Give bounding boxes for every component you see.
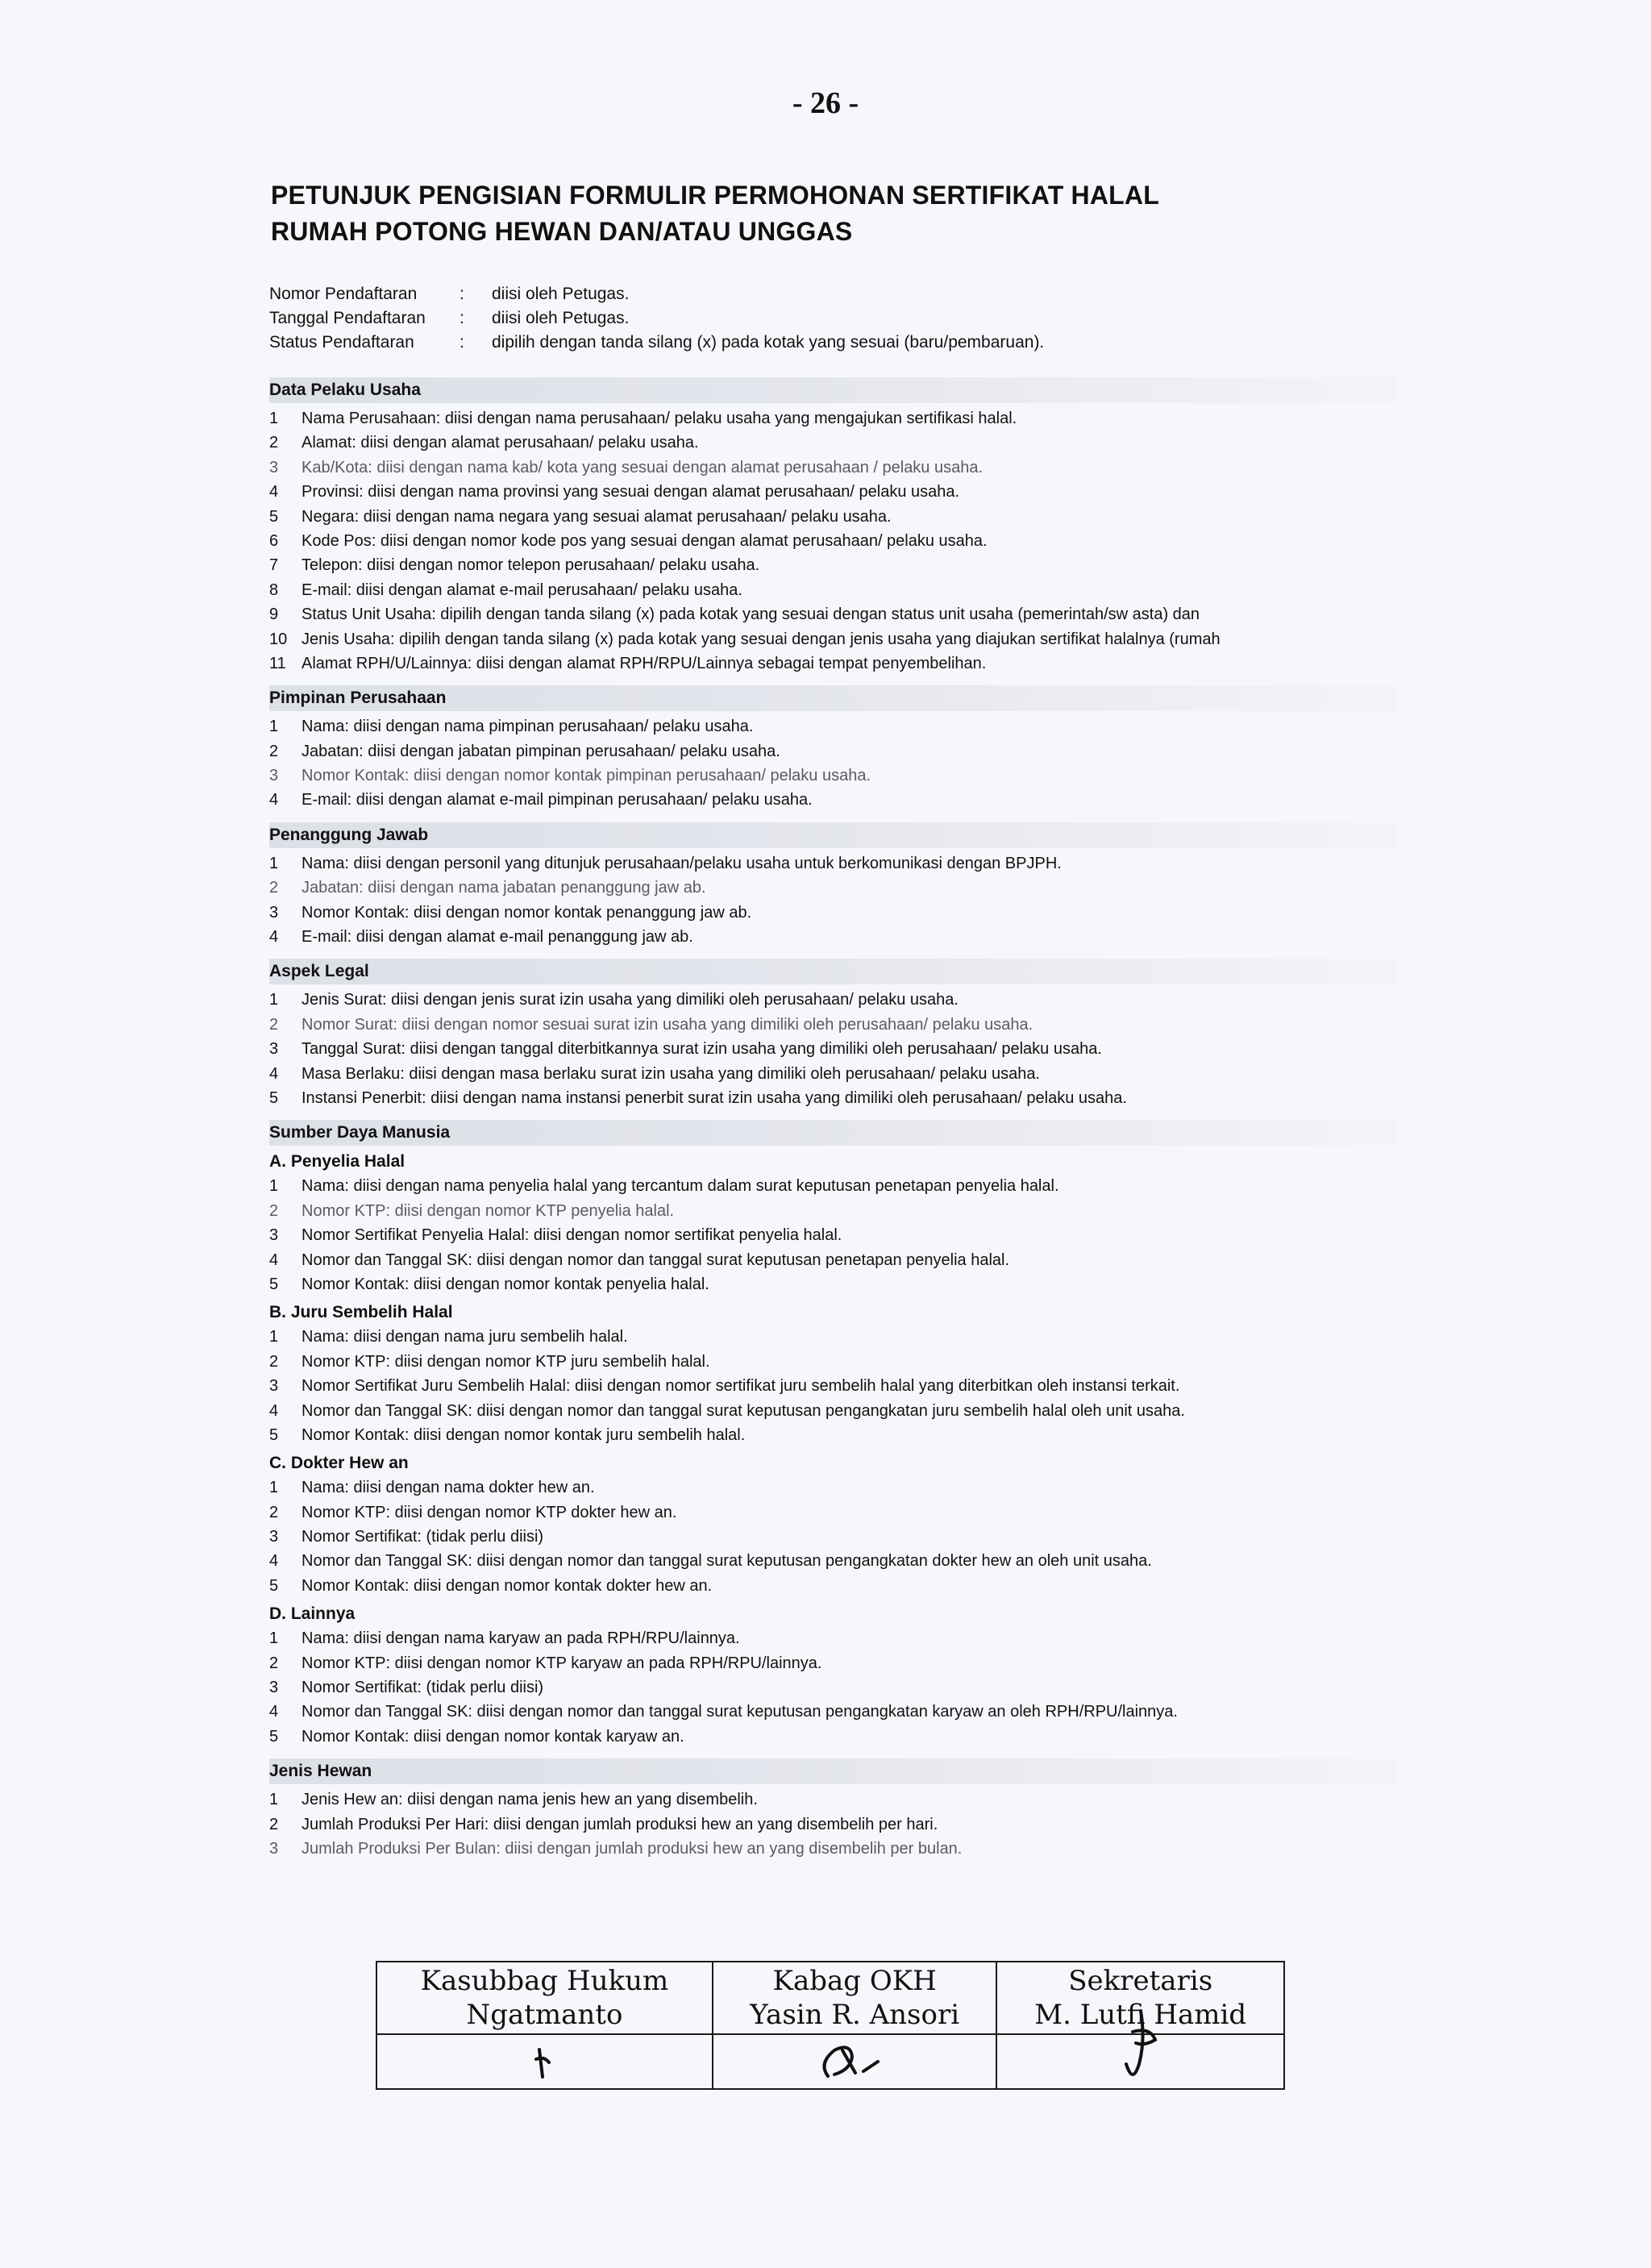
section (269, 1120, 1398, 1749)
list-item-text: Nomor Kontak: diisi dengan nomor kontak penyelia halal. (302, 1275, 709, 1293)
list-item-text: Nama: diisi dengan nama karyaw an pada RPH/RPU/lainnya. (302, 1629, 740, 1648)
list-item-text: Nomor Kontak: diisi dengan nomor kontak dokter hew an. (302, 1576, 713, 1595)
list-item-number: 1 (269, 718, 279, 736)
list-item-text: Nomor Kontak: diisi dengan nomor kontak karyaw an. (302, 1727, 684, 1746)
signatory-name: M. Lutfi Hamid (1034, 1999, 1247, 2031)
list-item-number: 5 (269, 1576, 279, 1595)
list-item-number: 1 (269, 1328, 279, 1346)
section (269, 822, 1398, 950)
list-item-number: 4 (269, 483, 279, 501)
list-item-number: 5 (269, 1425, 279, 1444)
list-item-text: Jumlah Produksi Per Bulan: diisi dengan jumlah produksi hew an yang disembelih per bulan. (302, 1839, 963, 1858)
list-item-number: 1 (269, 1791, 279, 1809)
section-heading: Aspek Legal (269, 959, 1398, 984)
list-item-text: Nama: diisi dengan nama penyelia halal yang tercantum dalam surat keputusan penetapan penyelia halal. (302, 1177, 1059, 1196)
list-item-text: E-mail: diisi dengan alamat e-mail perusahaan/ pelaku usaha. (302, 581, 742, 599)
list-item (269, 1062, 1398, 1086)
list-item-text: Nomor Surat: diisi dengan nomor sesuai surat izin usaha yang dimiliki oleh perusahaan/ pelaku usaha. (302, 1015, 1033, 1034)
list-item (269, 1272, 1398, 1296)
list-item-number: 6 (269, 531, 279, 550)
list-item-number: 3 (269, 1839, 279, 1858)
paraf-signature-2 (810, 2039, 899, 2084)
list-item-text: Nama: diisi dengan nama juru sembelih halal. (302, 1328, 628, 1346)
list-item-text: Nomor Kontak: diisi dengan nomor kontak pimpinan perusahaan/ pelaku usaha. (302, 767, 871, 785)
list-item-text: E-mail: diisi dengan alamat e-mail pimpinan perusahaan/ pelaku usaha. (302, 791, 813, 809)
list-item-number: 2 (269, 879, 279, 897)
list-item-text: Jumlah Produksi Per Hari: diisi dengan jumlah produksi hew an yang disembelih per hari. (302, 1815, 938, 1833)
list-item (269, 739, 1398, 764)
section (269, 685, 1398, 813)
list-item-text: Tanggal Surat: diisi dengan tanggal diterbitkannya surat izin usaha yang dimiliki oleh perusahaan/ pelaku usaha. (302, 1040, 1102, 1059)
list-item-text: E-mail: diisi dengan alamat e-mail penanggung jaw ab. (302, 928, 693, 947)
list-item (269, 406, 1398, 431)
list-item (269, 1174, 1398, 1198)
registration-value: diisi oleh Petugas. (492, 285, 630, 303)
list-item-text: Jenis Usaha: dipilih dengan tanda silang (x) pada kotak yang sesuai dengan jenis usaha yang diajukan sertifikat halalnya (rumah (302, 630, 1221, 648)
list-item-text: Alamat RPH/U/Lainnya: diisi dengan alamat RPH/RPU/Lainnya sebagai tempat penyembelihan. (302, 654, 987, 672)
list-item-number: 2 (269, 1201, 279, 1220)
paraf-cell (713, 2034, 996, 2089)
list-item-number: 4 (269, 928, 279, 947)
list-item-number: 3 (269, 1679, 279, 1697)
list-item-text: Jabatan: diisi dengan jabatan pimpinan perusahaan/ pelaku usaha. (302, 742, 780, 760)
list-item-text: Nomor Sertifikat Juru Sembelih Halal: diisi dengan nomor sertifikat juru sembelih halal yang diterbitkan oleh instansi terkait. (302, 1377, 1180, 1396)
list-item-number: 1 (269, 1479, 279, 1497)
paraf-cell (996, 2034, 1284, 2089)
signatory-cell (376, 1962, 713, 2034)
page-number: - 26 - (792, 86, 859, 120)
section (269, 1758, 1398, 1861)
list-item (269, 714, 1398, 739)
list-item (269, 1812, 1398, 1837)
list-item-text: Masa Berlaku: diisi dengan masa berlaku surat izin usaha yang dimiliki oleh perusahaan/ pelaku usaha. (302, 1064, 1041, 1083)
list-item-number: 10 (269, 630, 288, 648)
list-item-text: Nomor dan Tanggal SK: diisi dengan nomor dan tanggal surat keputusan penetapan penyelia halal. (302, 1251, 1010, 1269)
registration-info (269, 282, 1044, 355)
list-item-text: Alamat: diisi dengan alamat perusahaan/ pelaku usaha. (302, 434, 699, 452)
list-item (269, 1037, 1398, 1061)
list-item (269, 1475, 1398, 1500)
numbered-list (269, 1475, 1398, 1598)
list-item-number: 3 (269, 1040, 279, 1059)
subsection-heading: B. Juru Sembelih Halal (269, 1303, 453, 1322)
numbered-list (269, 1325, 1398, 1447)
list-item-text: Negara: diisi dengan nama negara yang sesuai alamat perusahaan/ pelaku usaha. (302, 507, 892, 526)
list-item (269, 1248, 1398, 1272)
list-item-text: Jenis Surat: diisi dengan jenis surat izin usaha yang dimiliki oleh perusahaan/ pelaku usaha. (302, 991, 959, 1009)
registration-row (269, 306, 1044, 331)
list-item-text: Nama: diisi dengan nama pimpinan perusahaan/ pelaku usaha. (302, 718, 754, 736)
section (269, 377, 1398, 676)
list-item-text: Nomor Sertifikat Penyelia Halal: diisi dengan nomor sertifikat penyelia halal. (302, 1226, 842, 1245)
registration-label: Tanggal Pendaftaran (269, 309, 426, 327)
list-item (269, 505, 1398, 529)
list-item-number: 4 (269, 1251, 279, 1269)
signatory-name: Ngatmanto (466, 1999, 623, 2031)
list-item-number: 2 (269, 1503, 279, 1521)
signatory-name: Yasin R. Ansori (750, 1999, 960, 2031)
list-item-number: 2 (269, 434, 279, 452)
list-item (269, 529, 1398, 553)
list-item (269, 602, 1398, 626)
list-item-number: 1 (269, 991, 279, 1009)
list-item-text: Nomor KTP: diisi dengan nomor KTP juru sembelih halal. (302, 1352, 710, 1371)
list-item (269, 553, 1398, 577)
list-item-text: Nomor Sertifikat: (tidak perlu diisi) (302, 1679, 544, 1697)
section-heading: Penanggung Jawab (269, 822, 1398, 848)
list-item-number: 3 (269, 1226, 279, 1245)
list-item (269, 1325, 1398, 1349)
list-item (269, 925, 1398, 949)
list-item-number: 8 (269, 581, 279, 599)
paraf-cell (376, 2034, 713, 2089)
section-heading: Jenis Hewan (269, 1758, 1398, 1784)
list-item-text: Status Unit Usaha: dipilih dengan tanda silang (x) pada kotak yang sesuai dengan status unit usaha (pemerintah/sw asta) dan (302, 605, 1200, 624)
list-item-number: 3 (269, 1377, 279, 1396)
list-item-number: 1 (269, 854, 279, 872)
list-item (269, 1086, 1398, 1110)
numbered-list (269, 988, 1398, 1110)
list-item-text: Nomor KTP: diisi dengan nomor KTP penyelia halal. (302, 1201, 675, 1220)
list-item (269, 1423, 1398, 1447)
list-item (269, 1500, 1398, 1525)
document-title (271, 177, 1159, 250)
section-heading: Data Pelaku Usaha (269, 377, 1398, 403)
section (269, 959, 1398, 1110)
list-item-text: Nama: diisi dengan nama dokter hew an. (302, 1479, 595, 1497)
list-item (269, 1199, 1398, 1223)
numbered-list (269, 714, 1398, 813)
list-item-text: Provinsi: diisi dengan nama provinsi yang sesuai dengan alamat perusahaan/ pelaku usaha. (302, 483, 960, 501)
list-item-text: Instansi Penerbit: diisi dengan nama instansi penerbit surat izin usaha yang dimiliki oleh perusahaan/ pelaku usaha. (302, 1088, 1127, 1107)
list-item-number: 1 (269, 410, 279, 427)
list-item-text: Kab/Kota: diisi dengan nama kab/ kota yang sesuai dengan alamat perusahaan / pelaku usaha. (302, 458, 984, 476)
list-item-number: 4 (269, 1552, 279, 1571)
list-item (269, 901, 1398, 925)
list-item-text: Telepon: diisi dengan nomor telepon perusahaan/ pelaku usaha. (302, 556, 760, 575)
paraf-signature-1 (520, 2041, 568, 2082)
registration-value: dipilih dengan tanda silang (x) pada kotak yang sesuai (baru/pembaruan). (492, 333, 1045, 352)
numbered-list (269, 1787, 1398, 1861)
list-item-text: Nama: diisi dengan personil yang ditunjuk perusahaan/pelaku usaha untuk berkomunikasi dengan BPJPH. (302, 854, 1062, 872)
list-item-number: 3 (269, 903, 279, 922)
list-item (269, 1525, 1398, 1549)
list-item-number: 11 (269, 654, 286, 672)
list-item-text: Nomor Kontak: diisi dengan nomor kontak penanggung jaw ab. (302, 903, 752, 922)
section-heading: Sumber Daya Manusia (269, 1120, 1398, 1146)
numbered-list (269, 406, 1398, 676)
list-item-number: 4 (269, 1401, 279, 1420)
registration-label: Nomor Pendaftaran (269, 285, 418, 303)
list-item (269, 456, 1398, 480)
list-item-text: Nomor Sertifikat: (tidak perlu diisi) (302, 1528, 544, 1546)
title-line-2: RUMAH POTONG HEWAN DAN/ATAU UNGGAS (271, 217, 853, 246)
list-item-number: 3 (269, 767, 279, 785)
registration-value: diisi oleh Petugas. (492, 309, 630, 327)
list-item (269, 1374, 1398, 1398)
subsection-heading: A. Penyelia Halal (269, 1152, 405, 1171)
list-item-number: 1 (269, 1629, 279, 1648)
list-item-text: Jabatan: diisi dengan nama jabatan penanggung jaw ab. (302, 879, 706, 897)
list-item (269, 1399, 1398, 1423)
list-item-number: 5 (269, 1275, 279, 1293)
list-item (269, 988, 1398, 1012)
list-item (269, 1725, 1398, 1749)
signatory-title: Kabag OKH (772, 1965, 937, 1997)
registration-row (269, 282, 1044, 306)
list-item-number: 2 (269, 1654, 279, 1672)
section-heading: Pimpinan Perusahaan (269, 685, 1398, 711)
list-item (269, 788, 1398, 812)
list-item (269, 764, 1398, 788)
list-item-text: Nomor Kontak: diisi dengan nomor kontak juru sembelih halal. (302, 1425, 746, 1444)
list-item-text: Jenis Hew an: diisi dengan nama jenis hew an yang disembelih. (302, 1791, 758, 1809)
list-item-number: 5 (269, 507, 279, 526)
signature-table (376, 1961, 1285, 2090)
list-item (269, 1651, 1398, 1675)
list-item-number: 5 (269, 1727, 279, 1746)
list-item (269, 1837, 1398, 1861)
list-item-number: 2 (269, 742, 279, 760)
list-item (269, 480, 1398, 504)
list-item (269, 1574, 1398, 1598)
list-item-number: 2 (269, 1015, 279, 1034)
list-item-number: 4 (269, 791, 279, 809)
signatory-title: Sekretaris (1068, 1965, 1213, 1997)
list-item-number: 1 (269, 1177, 279, 1196)
list-item-number: 7 (269, 556, 279, 575)
registration-row (269, 331, 1044, 355)
list-item-text: Nomor KTP: diisi dengan nomor KTP dokter hew an. (302, 1503, 677, 1521)
registration-colon: : (460, 333, 464, 352)
list-item (269, 1700, 1398, 1724)
list-item (269, 1787, 1398, 1812)
list-item-number: 2 (269, 1815, 279, 1833)
subsection-heading: C. Dokter Hew an (269, 1454, 409, 1473)
list-item (269, 1013, 1398, 1037)
list-item (269, 1626, 1398, 1650)
list-item-number: 9 (269, 605, 279, 624)
numbered-list (269, 1626, 1398, 1749)
list-item (269, 651, 1398, 676)
list-item (269, 851, 1398, 876)
list-item-number: 3 (269, 1528, 279, 1546)
list-item (269, 1223, 1398, 1247)
list-item-number: 2 (269, 1352, 279, 1371)
list-item (269, 578, 1398, 602)
list-item (269, 627, 1398, 651)
list-item-text: Kode Pos: diisi dengan nomor kode pos yang sesuai dengan alamat perusahaan/ pelaku usaha. (302, 531, 988, 550)
list-item-number: 5 (269, 1088, 279, 1107)
list-item-text: Nomor dan Tanggal SK: diisi dengan nomor dan tanggal surat keputusan pengangkatan karyaw an oleh RPH/RPU/lainnya. (302, 1703, 1178, 1721)
title-line-1: PETUNJUK PENGISIAN FORMULIR PERMOHONAN SERTIFIKAT HALAL (271, 181, 1159, 210)
list-item-number: 4 (269, 1064, 279, 1083)
list-item-text: Nama Perusahaan: diisi dengan nama perusahaan/ pelaku usaha yang mengajukan sertifikasi halal. (302, 410, 1017, 427)
list-item (269, 1549, 1398, 1573)
numbered-list (269, 851, 1398, 950)
list-item-number: 4 (269, 1703, 279, 1721)
list-item-text: Nomor dan Tanggal SK: diisi dengan nomor dan tanggal surat keputusan pengangkatan juru sembelih halal oleh unit usaha. (302, 1401, 1185, 1420)
numbered-list (269, 1174, 1398, 1296)
list-item (269, 876, 1398, 900)
list-item (269, 431, 1398, 455)
list-item (269, 1350, 1398, 1374)
registration-colon: : (460, 309, 464, 327)
registration-label: Status Pendaftaran (269, 333, 414, 352)
registration-colon: : (460, 285, 464, 303)
list-item-number: 3 (269, 458, 279, 476)
list-item-text: Nomor dan Tanggal SK: diisi dengan nomor dan tanggal surat keputusan pengangkatan dokter hew an oleh unit usaha. (302, 1552, 1152, 1571)
list-item-text: Nomor KTP: diisi dengan nomor KTP karyaw an pada RPH/RPU/lainnya. (302, 1654, 822, 1672)
signatory-cell (713, 1962, 996, 2034)
subsection-heading: D. Lainnya (269, 1604, 356, 1624)
list-item (269, 1675, 1398, 1700)
signatory-title: Kasubbag Hukum (420, 1965, 669, 1997)
instruction-sections (269, 377, 1398, 1861)
